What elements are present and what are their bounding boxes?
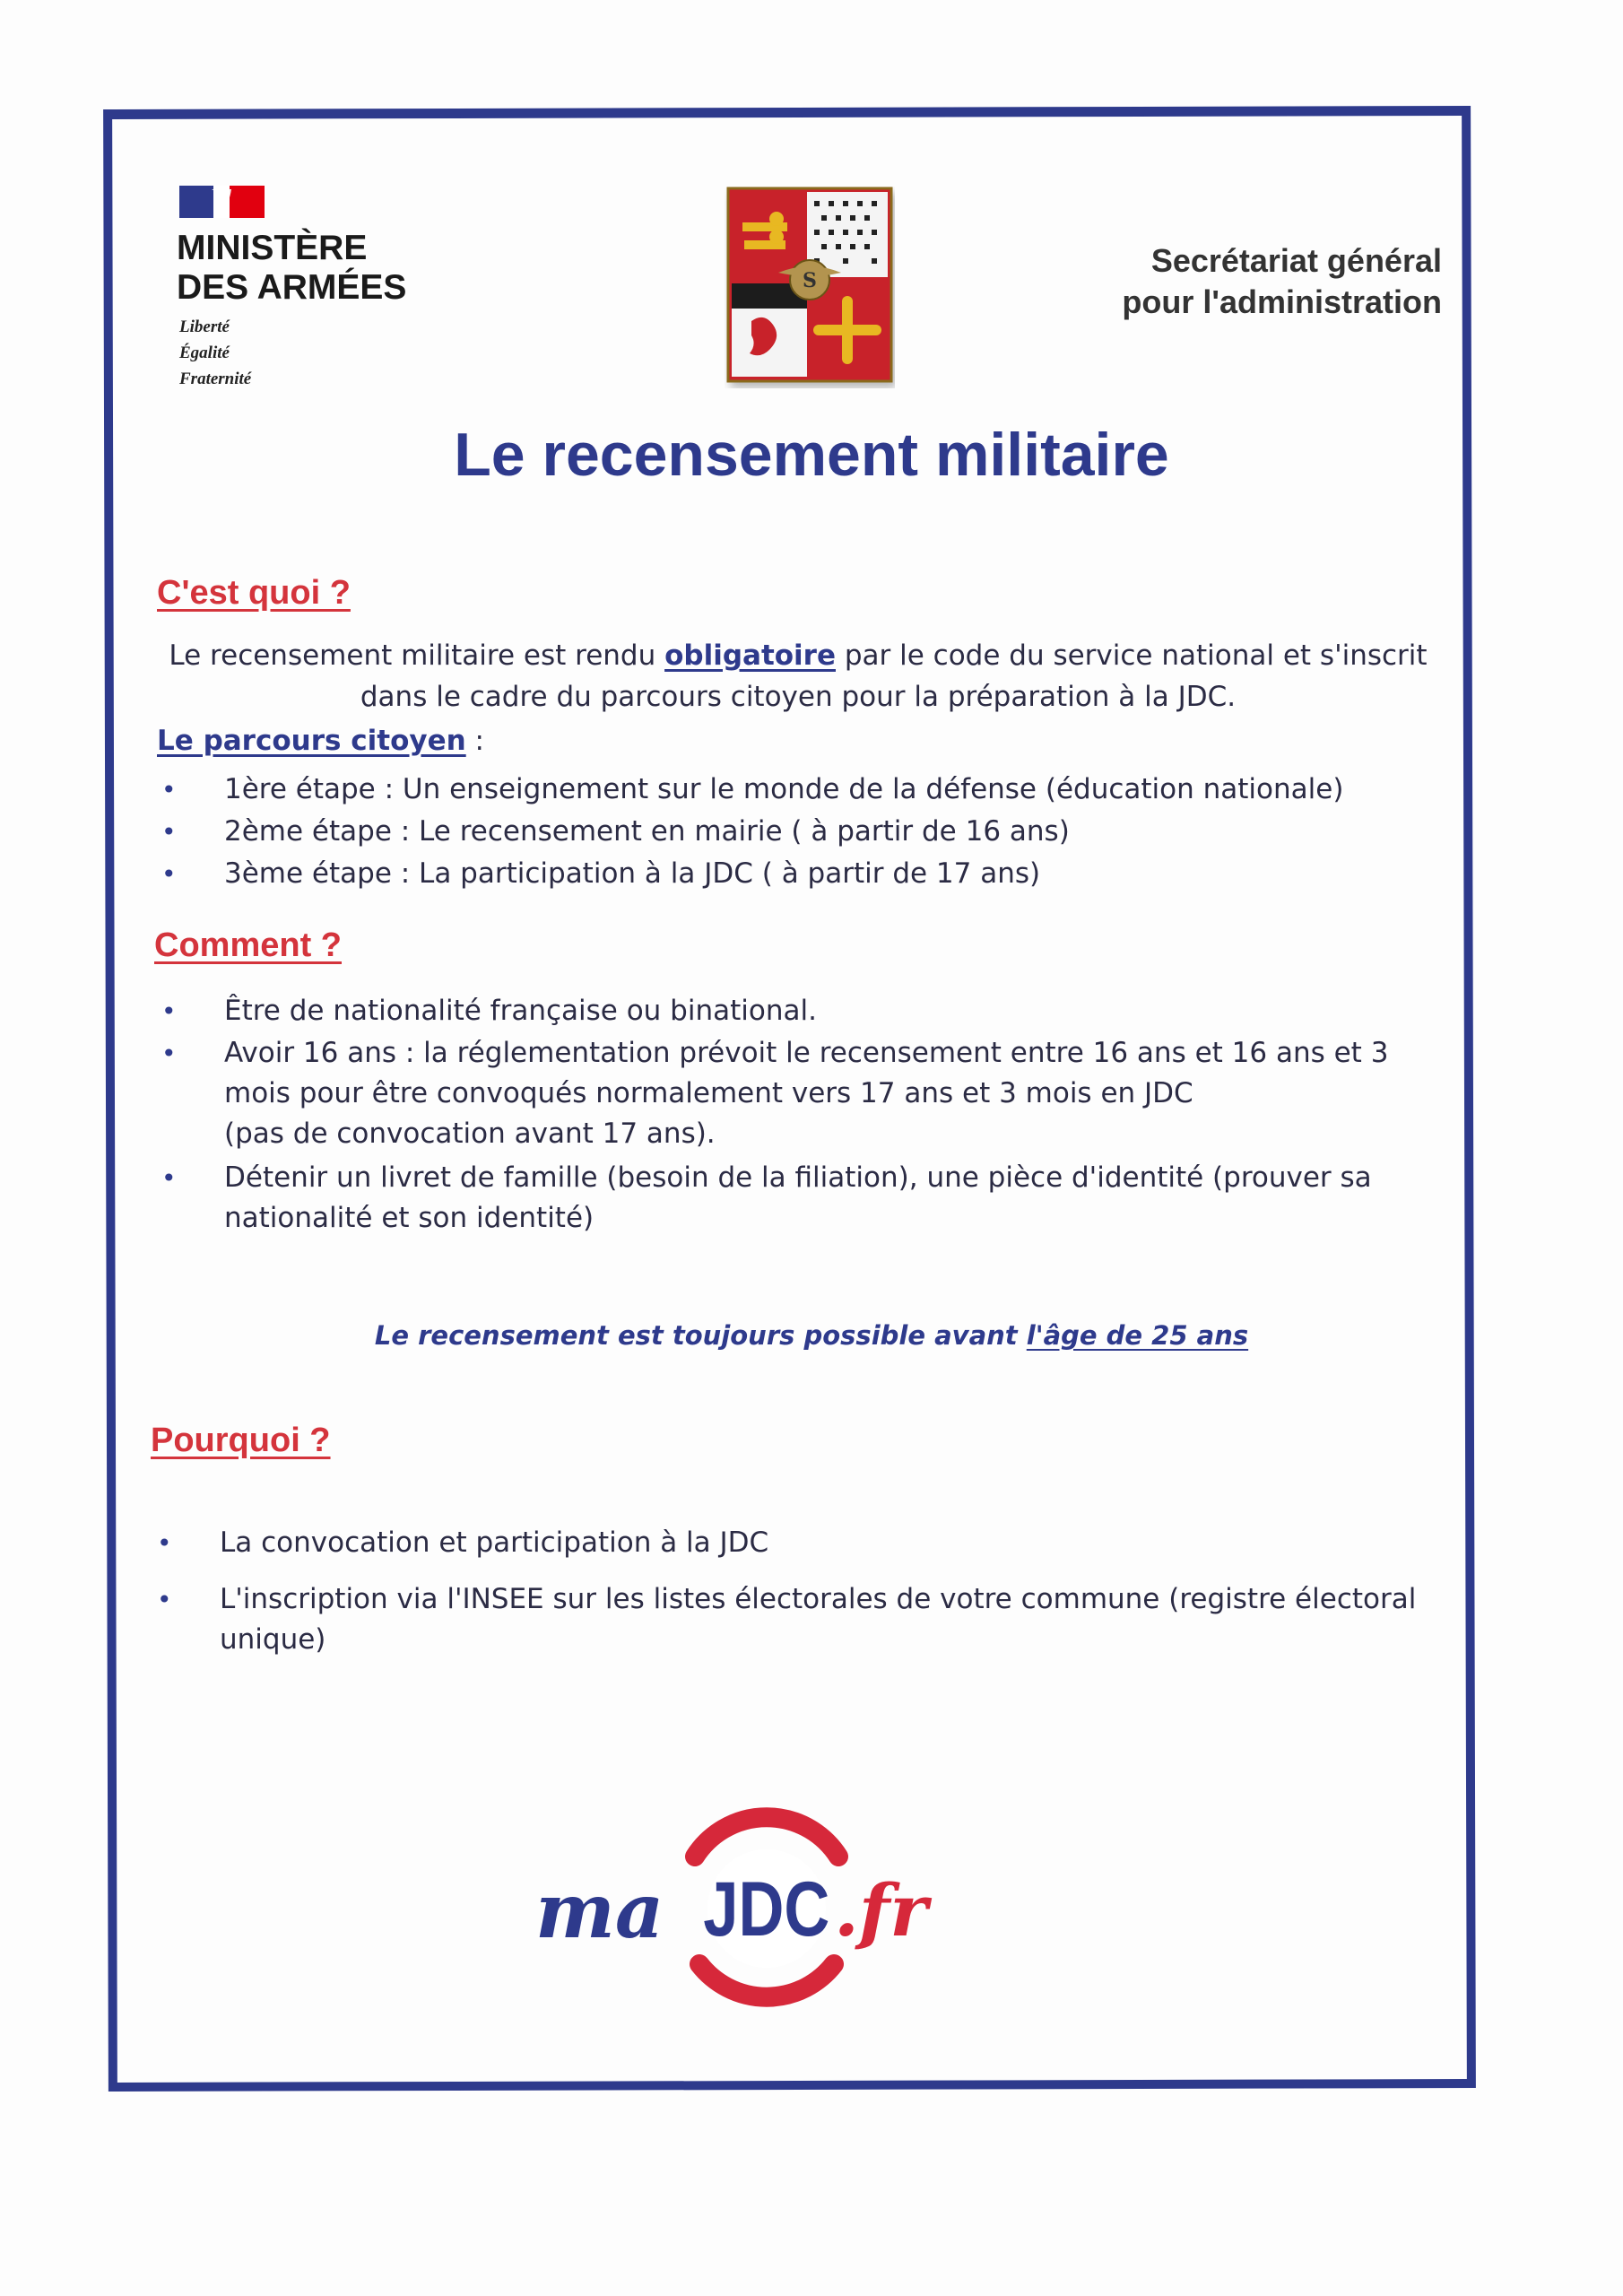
list-item: • Avoir 16 ans : la réglementation prévoit le recensement entre 16 ans et 16 ans et 3 mois pour être convoqués normalement vers 17 ans et 3 mois en JDC (pas de convocation avant 17 ans). [224, 1033, 1417, 1154]
pourquoi-list [220, 1523, 1430, 1660]
list-item: • 2ème étape : Le recensement en mairie ( à partir de 16 ans) [224, 812, 1343, 852]
list-item: • L'inscription via l'INSEE sur les listes électorales de votre commune (registre électoral unique) [220, 1579, 1430, 1660]
obligatoire-emphasis: obligatoire [664, 639, 836, 672]
age-limit-emphasis: l'âge de 25 ans [1026, 1320, 1249, 1351]
logo-ma-text: ma [535, 1866, 664, 1955]
logo-fr-text: .fr [834, 1868, 928, 1952]
majdc-logo [525, 1794, 1009, 2018]
heading-cest-quoi: C'est quoi ? [157, 574, 351, 612]
parcours-steps-list [224, 770, 1343, 894]
marianne-flag-icon [179, 184, 265, 220]
list-item: • Détenir un livret de famille (besoin de la filiation), une pièce d'identité (prouver sa nationalité et son identité) [224, 1158, 1417, 1239]
svg-text:S: S [803, 269, 817, 292]
department-name: Secrétariat général pour l'administration [1122, 242, 1442, 320]
intro-paragraph: Le recensement militaire est rendu obligatoire par le code du service national et s'inscrit dans le cadre du parcours citoyen pour la préparation à la JDC. [169, 639, 1428, 713]
logo-jdc-text: JDC [703, 1866, 830, 1952]
parcours-citoyen-heading: Le parcours citoyen : [157, 725, 484, 757]
age-limit-note: Le recensement est toujours possible avant l'âge de 25 ans [374, 1320, 1249, 1351]
heading-comment: Comment ? [154, 926, 342, 964]
page-title: Le recensement militaire [454, 421, 1169, 489]
republic-motto: Liberté Égalité Fraternité [179, 317, 252, 388]
list-item: • Être de nationalité française ou binational. [224, 991, 1417, 1031]
heading-pourquoi: Pourquoi ? [151, 1422, 331, 1459]
list-item: • 1ère étape : Un enseignement sur le monde de la défense (éducation nationale) [224, 770, 1343, 810]
list-item: • 3ème étape : La participation à la JDC ( à partir de 17 ans) [224, 854, 1343, 894]
ministry-name: MINISTÈRE DES ARMÉES [177, 229, 407, 307]
comment-list [224, 991, 1417, 1239]
list-item: • La convocation et participation à la JDC [220, 1523, 1430, 1563]
coat-of-arms-crest [725, 187, 895, 388]
